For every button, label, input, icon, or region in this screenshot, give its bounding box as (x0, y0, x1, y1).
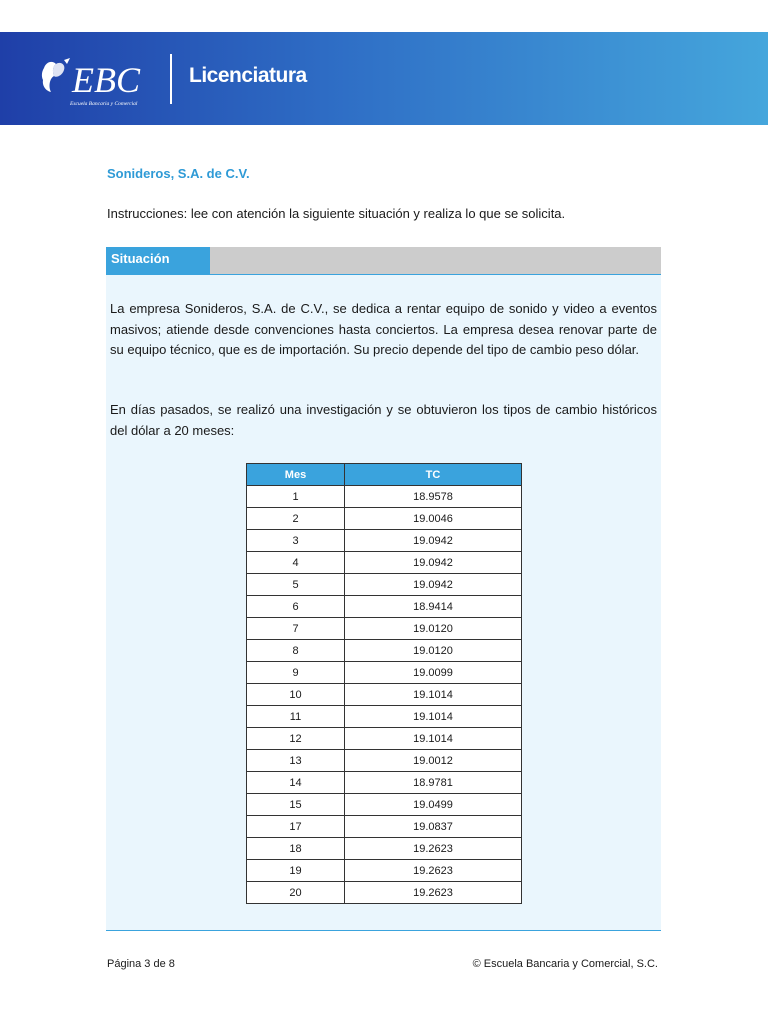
rate-cell: 19.0942 (345, 552, 522, 574)
month-cell: 15 (247, 794, 345, 816)
rate-cell: 19.1014 (345, 728, 522, 750)
rate-cell: 19.2623 (345, 838, 522, 860)
document-title: Sonideros, S.A. de C.V. (107, 166, 250, 181)
month-cell: 20 (247, 882, 345, 904)
situation-header-bar (106, 247, 661, 275)
month-cell: 17 (247, 816, 345, 838)
rate-cell: 19.0099 (345, 662, 522, 684)
situation-label: Situación (106, 247, 210, 274)
rate-cell: 19.0942 (345, 530, 522, 552)
table-row (247, 816, 522, 838)
rate-cell: 19.0012 (345, 750, 522, 772)
table-row (247, 772, 522, 794)
month-cell: 3 (247, 530, 345, 552)
rate-cell: 19.2623 (345, 860, 522, 882)
situation-paragraph-1: La empresa Sonideros, S.A. de C.V., se dedica a rentar equipo de sonido y video a eventos masivos; atiende desde convenciones hasta conciertos. La empresa desea renovar parte de su equipo técnico, que es de importación. Su precio depende del tipo de cambio peso dólar. (110, 301, 657, 357)
month-cell: 4 (247, 552, 345, 574)
ebc-logo (40, 58, 158, 110)
situation-bottom-rule (106, 930, 661, 931)
table-row (247, 662, 522, 684)
rate-cell: 19.1014 (345, 706, 522, 728)
table-row (247, 552, 522, 574)
month-cell: 12 (247, 728, 345, 750)
rate-cell: 18.9414 (345, 596, 522, 618)
rate-cell: 19.1014 (345, 684, 522, 706)
table-row (247, 838, 522, 860)
section-title: Licenciatura (189, 64, 307, 87)
month-cell: 8 (247, 640, 345, 662)
month-cell: 10 (247, 684, 345, 706)
table-row (247, 706, 522, 728)
month-cell: 11 (247, 706, 345, 728)
situation-paragraph-2: En días pasados, se realizó una investigación y se obtuvieron los tipos de cambio históricos del dólar a 20 meses: (110, 402, 657, 438)
month-cell: 7 (247, 618, 345, 640)
table-row (247, 596, 522, 618)
table-row (247, 618, 522, 640)
header-divider (170, 54, 172, 104)
rate-cell: 19.0942 (345, 574, 522, 596)
table-row (247, 860, 522, 882)
table-header-row (247, 464, 522, 486)
rate-cell: 18.9578 (345, 486, 522, 508)
svg-text:EBC: EBC (72, 60, 140, 100)
svg-text:Escuela Bancaria y Comercial: Escuela Bancaria y Comercial (70, 101, 138, 107)
rate-cell: 19.0499 (345, 794, 522, 816)
month-cell: 6 (247, 596, 345, 618)
exchange-rate-table (246, 463, 522, 904)
month-cell: 9 (247, 662, 345, 684)
month-cell: 1 (247, 486, 345, 508)
rate-cell: 19.0046 (345, 508, 522, 530)
table-row (247, 728, 522, 750)
table-row (247, 882, 522, 904)
month-cell: 19 (247, 860, 345, 882)
copyright-text: © Escuela Bancaria y Comercial, S.C. (472, 958, 658, 970)
month-cell: 5 (247, 574, 345, 596)
month-cell: 13 (247, 750, 345, 772)
column-header-mes: Mes (247, 464, 345, 486)
column-header-tc: TC (345, 464, 522, 486)
table-row (247, 640, 522, 662)
month-cell: 2 (247, 508, 345, 530)
month-cell: 18 (247, 838, 345, 860)
instructions-text: Instrucciones: lee con atención la siguiente situación y realiza lo que se solicita. (107, 206, 566, 221)
rate-cell: 19.0837 (345, 816, 522, 838)
table-row (247, 508, 522, 530)
month-cell: 14 (247, 772, 345, 794)
table-row (247, 684, 522, 706)
table-row (247, 750, 522, 772)
rate-cell: 18.9781 (345, 772, 522, 794)
rate-cell: 19.2623 (345, 882, 522, 904)
page-number: Página 3 de 8 (107, 958, 175, 970)
rate-cell: 19.0120 (345, 640, 522, 662)
table-row (247, 794, 522, 816)
rate-cell: 19.0120 (345, 618, 522, 640)
table-row (247, 530, 522, 552)
table-row (247, 486, 522, 508)
table-row (247, 574, 522, 596)
